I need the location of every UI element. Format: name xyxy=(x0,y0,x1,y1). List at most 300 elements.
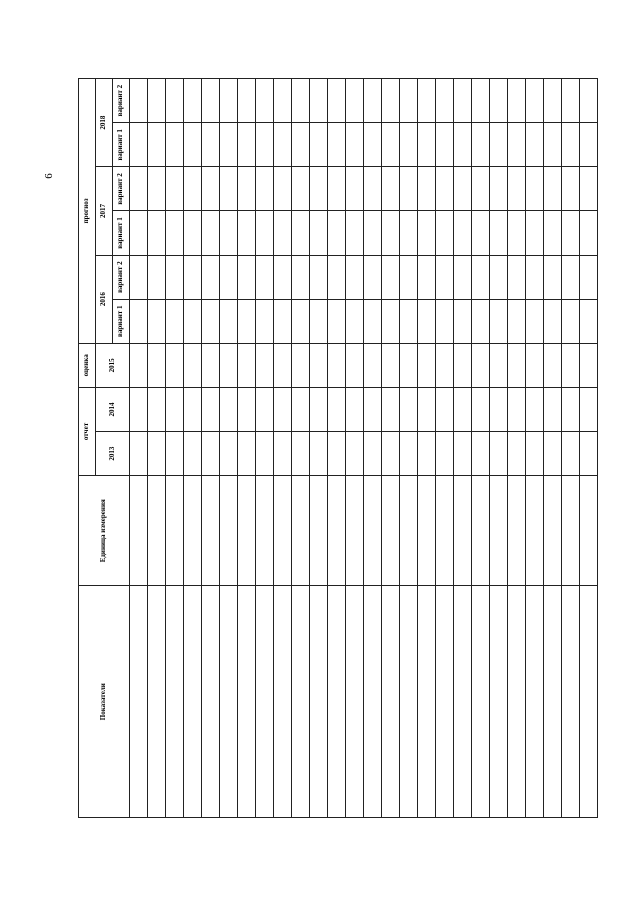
row-value xyxy=(526,255,544,299)
row-value xyxy=(418,211,436,255)
table-row xyxy=(310,79,328,818)
row-value xyxy=(544,211,562,255)
row-value xyxy=(202,343,220,387)
row-value xyxy=(418,299,436,343)
row-value xyxy=(436,255,454,299)
row-value xyxy=(130,123,148,167)
row-value xyxy=(490,167,508,211)
row-value xyxy=(202,432,220,476)
header-indicator: Показатели xyxy=(79,586,130,818)
row-value xyxy=(292,255,310,299)
row-value xyxy=(490,211,508,255)
table-row xyxy=(238,79,256,818)
row-value xyxy=(472,79,490,123)
row-value xyxy=(292,123,310,167)
row-value xyxy=(346,255,364,299)
row-value xyxy=(544,255,562,299)
row-value xyxy=(202,79,220,123)
row-unit xyxy=(454,476,472,586)
row-value xyxy=(220,387,238,431)
row-value xyxy=(526,211,544,255)
row-unit xyxy=(256,476,274,586)
row-value xyxy=(418,343,436,387)
header-variant: вариант 2 xyxy=(113,167,130,211)
table-row xyxy=(436,79,454,818)
row-value xyxy=(274,432,292,476)
row-value xyxy=(184,167,202,211)
row-value xyxy=(310,299,328,343)
table-row xyxy=(274,79,292,818)
row-value xyxy=(184,211,202,255)
row-value xyxy=(580,79,598,123)
row-value xyxy=(436,167,454,211)
row-value xyxy=(436,299,454,343)
row-value xyxy=(130,79,148,123)
row-label xyxy=(238,586,256,818)
row-value xyxy=(202,123,220,167)
rotated-table-container xyxy=(78,78,618,818)
row-unit xyxy=(490,476,508,586)
row-label xyxy=(382,586,400,818)
header-year-2013: 2013 xyxy=(96,432,130,476)
table-row xyxy=(364,79,382,818)
header-report: отчет xyxy=(79,387,96,475)
row-value xyxy=(526,299,544,343)
row-value xyxy=(328,432,346,476)
row-value xyxy=(310,79,328,123)
row-value xyxy=(526,387,544,431)
row-value xyxy=(436,211,454,255)
table-body xyxy=(130,79,598,818)
row-value xyxy=(238,167,256,211)
row-value xyxy=(130,387,148,431)
row-value xyxy=(238,123,256,167)
header-variant: вариант 2 xyxy=(113,79,130,123)
row-unit xyxy=(184,476,202,586)
row-unit xyxy=(202,476,220,586)
row-value xyxy=(346,211,364,255)
row-unit xyxy=(544,476,562,586)
row-value xyxy=(562,299,580,343)
row-value xyxy=(310,255,328,299)
row-value xyxy=(454,123,472,167)
table-row xyxy=(508,79,526,818)
header-variant: вариант 1 xyxy=(113,299,130,343)
row-value xyxy=(418,387,436,431)
row-value xyxy=(580,167,598,211)
row-value xyxy=(400,255,418,299)
row-value xyxy=(202,255,220,299)
row-value xyxy=(544,299,562,343)
row-value xyxy=(454,167,472,211)
table-row xyxy=(382,79,400,818)
header-forecast: прогноз xyxy=(79,79,96,344)
row-value xyxy=(184,343,202,387)
row-unit xyxy=(328,476,346,586)
row-value xyxy=(364,123,382,167)
row-value xyxy=(562,387,580,431)
row-value xyxy=(490,432,508,476)
row-value xyxy=(310,211,328,255)
row-unit xyxy=(472,476,490,586)
row-value xyxy=(490,343,508,387)
row-value xyxy=(166,299,184,343)
row-unit xyxy=(310,476,328,586)
row-value xyxy=(148,255,166,299)
row-value xyxy=(256,299,274,343)
row-value xyxy=(400,123,418,167)
row-value xyxy=(148,299,166,343)
row-value xyxy=(454,387,472,431)
row-unit xyxy=(346,476,364,586)
row-label xyxy=(508,586,526,818)
row-value xyxy=(130,255,148,299)
header-year-2015: 2015 xyxy=(96,343,130,387)
row-value xyxy=(184,123,202,167)
row-label xyxy=(256,586,274,818)
row-value xyxy=(544,167,562,211)
table-row xyxy=(562,79,580,818)
row-value xyxy=(436,123,454,167)
row-value xyxy=(346,299,364,343)
row-value xyxy=(580,432,598,476)
row-value xyxy=(508,343,526,387)
row-unit xyxy=(418,476,436,586)
row-value xyxy=(544,343,562,387)
row-value xyxy=(490,79,508,123)
row-value xyxy=(454,432,472,476)
row-unit xyxy=(364,476,382,586)
row-value xyxy=(220,299,238,343)
row-value xyxy=(166,123,184,167)
row-value xyxy=(274,255,292,299)
row-value xyxy=(238,432,256,476)
row-label xyxy=(364,586,382,818)
row-unit xyxy=(580,476,598,586)
table-row xyxy=(400,79,418,818)
row-value xyxy=(436,343,454,387)
row-value xyxy=(328,167,346,211)
table-row xyxy=(472,79,490,818)
row-value xyxy=(256,167,274,211)
row-value xyxy=(148,123,166,167)
row-value xyxy=(184,79,202,123)
row-value xyxy=(130,432,148,476)
row-label xyxy=(526,586,544,818)
row-value xyxy=(256,343,274,387)
row-value xyxy=(472,432,490,476)
row-value xyxy=(274,79,292,123)
row-value xyxy=(202,299,220,343)
row-value xyxy=(454,79,472,123)
row-value xyxy=(256,255,274,299)
row-value xyxy=(454,343,472,387)
row-unit xyxy=(220,476,238,586)
table-row xyxy=(454,79,472,818)
table-row xyxy=(256,79,274,818)
row-value xyxy=(310,167,328,211)
header-estimate: оценка xyxy=(79,343,96,387)
row-label xyxy=(562,586,580,818)
table-row xyxy=(148,79,166,818)
row-value xyxy=(382,299,400,343)
row-value xyxy=(382,432,400,476)
row-label xyxy=(472,586,490,818)
row-value xyxy=(364,387,382,431)
row-value xyxy=(562,343,580,387)
header-year-2018: 2018 xyxy=(96,79,113,167)
row-value xyxy=(400,299,418,343)
row-label xyxy=(274,586,292,818)
row-value xyxy=(238,255,256,299)
row-value xyxy=(490,299,508,343)
row-value xyxy=(328,123,346,167)
row-unit xyxy=(508,476,526,586)
row-unit xyxy=(148,476,166,586)
row-value xyxy=(328,211,346,255)
row-value xyxy=(562,79,580,123)
table-row xyxy=(166,79,184,818)
row-value xyxy=(580,255,598,299)
row-value xyxy=(382,123,400,167)
row-value xyxy=(238,79,256,123)
row-value xyxy=(418,167,436,211)
row-value xyxy=(238,387,256,431)
row-value xyxy=(310,432,328,476)
header-variant: вариант 1 xyxy=(113,211,130,255)
row-label xyxy=(328,586,346,818)
row-value xyxy=(562,167,580,211)
row-value xyxy=(400,211,418,255)
row-value xyxy=(292,299,310,343)
row-value xyxy=(274,343,292,387)
row-value xyxy=(400,432,418,476)
row-value xyxy=(544,123,562,167)
row-value xyxy=(346,79,364,123)
row-value xyxy=(184,255,202,299)
header-unit: Единица измерения xyxy=(79,476,130,586)
row-value xyxy=(454,211,472,255)
row-value xyxy=(544,387,562,431)
row-value xyxy=(580,123,598,167)
row-value xyxy=(526,167,544,211)
row-label xyxy=(184,586,202,818)
row-value xyxy=(148,387,166,431)
row-value xyxy=(472,255,490,299)
row-value xyxy=(580,387,598,431)
row-value xyxy=(580,299,598,343)
rotated-table-region xyxy=(78,78,618,818)
row-unit xyxy=(238,476,256,586)
row-value xyxy=(418,79,436,123)
row-value xyxy=(418,255,436,299)
row-value xyxy=(274,211,292,255)
row-value xyxy=(184,387,202,431)
row-label xyxy=(148,586,166,818)
row-value xyxy=(274,167,292,211)
table-row xyxy=(526,79,544,818)
row-value xyxy=(166,167,184,211)
row-value xyxy=(292,343,310,387)
row-value xyxy=(382,343,400,387)
row-value xyxy=(202,387,220,431)
row-value xyxy=(508,167,526,211)
row-value xyxy=(220,432,238,476)
row-value xyxy=(364,79,382,123)
row-value xyxy=(166,211,184,255)
row-value xyxy=(148,211,166,255)
row-value xyxy=(256,79,274,123)
row-label xyxy=(544,586,562,818)
row-unit xyxy=(274,476,292,586)
row-value xyxy=(508,299,526,343)
table-row xyxy=(220,79,238,818)
row-value xyxy=(310,123,328,167)
row-value xyxy=(292,387,310,431)
row-value xyxy=(346,123,364,167)
table-row xyxy=(328,79,346,818)
row-value xyxy=(382,167,400,211)
row-unit xyxy=(562,476,580,586)
row-value xyxy=(202,211,220,255)
table-row xyxy=(580,79,598,818)
table-row xyxy=(490,79,508,818)
row-unit xyxy=(130,476,148,586)
row-value xyxy=(472,343,490,387)
row-value xyxy=(148,432,166,476)
row-value xyxy=(202,167,220,211)
row-value xyxy=(562,123,580,167)
row-label xyxy=(418,586,436,818)
row-unit xyxy=(292,476,310,586)
row-label xyxy=(580,586,598,818)
row-value xyxy=(220,343,238,387)
row-value xyxy=(166,387,184,431)
row-value xyxy=(436,387,454,431)
table-row xyxy=(184,79,202,818)
row-value xyxy=(130,167,148,211)
row-value xyxy=(328,79,346,123)
row-value xyxy=(238,211,256,255)
row-value xyxy=(364,167,382,211)
row-unit xyxy=(436,476,454,586)
row-value xyxy=(580,343,598,387)
row-value xyxy=(364,432,382,476)
row-label xyxy=(310,586,328,818)
row-value xyxy=(292,79,310,123)
header-variant: вариант 1 xyxy=(113,123,130,167)
row-label xyxy=(346,586,364,818)
row-value xyxy=(256,123,274,167)
row-value xyxy=(238,343,256,387)
row-value xyxy=(490,255,508,299)
row-value xyxy=(526,123,544,167)
row-label xyxy=(292,586,310,818)
header-year-2017: 2017 xyxy=(96,167,113,255)
row-value xyxy=(526,343,544,387)
row-value xyxy=(472,211,490,255)
row-value xyxy=(184,432,202,476)
row-value xyxy=(418,432,436,476)
row-label xyxy=(490,586,508,818)
table-row xyxy=(346,79,364,818)
row-value xyxy=(346,343,364,387)
row-value xyxy=(220,123,238,167)
table-row xyxy=(130,79,148,818)
row-value xyxy=(256,211,274,255)
row-value xyxy=(436,432,454,476)
header-variant: вариант 2 xyxy=(113,255,130,299)
row-value xyxy=(400,167,418,211)
row-value xyxy=(130,299,148,343)
row-value xyxy=(364,299,382,343)
row-value xyxy=(382,387,400,431)
row-value xyxy=(472,123,490,167)
row-value xyxy=(274,387,292,431)
row-value xyxy=(472,167,490,211)
row-value xyxy=(148,343,166,387)
row-value xyxy=(400,79,418,123)
row-value xyxy=(292,167,310,211)
row-value xyxy=(166,343,184,387)
row-label xyxy=(454,586,472,818)
row-value xyxy=(472,387,490,431)
row-value xyxy=(220,79,238,123)
row-label xyxy=(130,586,148,818)
row-value xyxy=(508,79,526,123)
row-value xyxy=(562,255,580,299)
row-label xyxy=(400,586,418,818)
row-value xyxy=(562,211,580,255)
row-value xyxy=(220,167,238,211)
row-value xyxy=(436,79,454,123)
row-value xyxy=(382,255,400,299)
row-value xyxy=(130,343,148,387)
row-value xyxy=(346,167,364,211)
row-value xyxy=(544,79,562,123)
row-value xyxy=(454,255,472,299)
row-value xyxy=(472,299,490,343)
row-value xyxy=(274,299,292,343)
row-unit xyxy=(526,476,544,586)
page-number: 6 xyxy=(42,173,55,179)
row-value xyxy=(166,432,184,476)
table-row xyxy=(202,79,220,818)
header-year-2016: 2016 xyxy=(96,255,113,343)
row-value xyxy=(544,432,562,476)
row-value xyxy=(418,123,436,167)
row-value xyxy=(292,432,310,476)
row-value xyxy=(148,79,166,123)
row-value xyxy=(292,211,310,255)
row-value xyxy=(346,432,364,476)
table-row xyxy=(544,79,562,818)
row-value xyxy=(562,432,580,476)
row-value xyxy=(130,211,148,255)
row-value xyxy=(490,387,508,431)
row-label xyxy=(166,586,184,818)
row-value xyxy=(256,387,274,431)
row-value xyxy=(454,299,472,343)
row-value xyxy=(220,255,238,299)
row-value xyxy=(328,299,346,343)
row-value xyxy=(508,432,526,476)
table-row xyxy=(418,79,436,818)
row-value xyxy=(166,255,184,299)
row-value xyxy=(508,123,526,167)
row-label xyxy=(202,586,220,818)
row-value xyxy=(364,255,382,299)
